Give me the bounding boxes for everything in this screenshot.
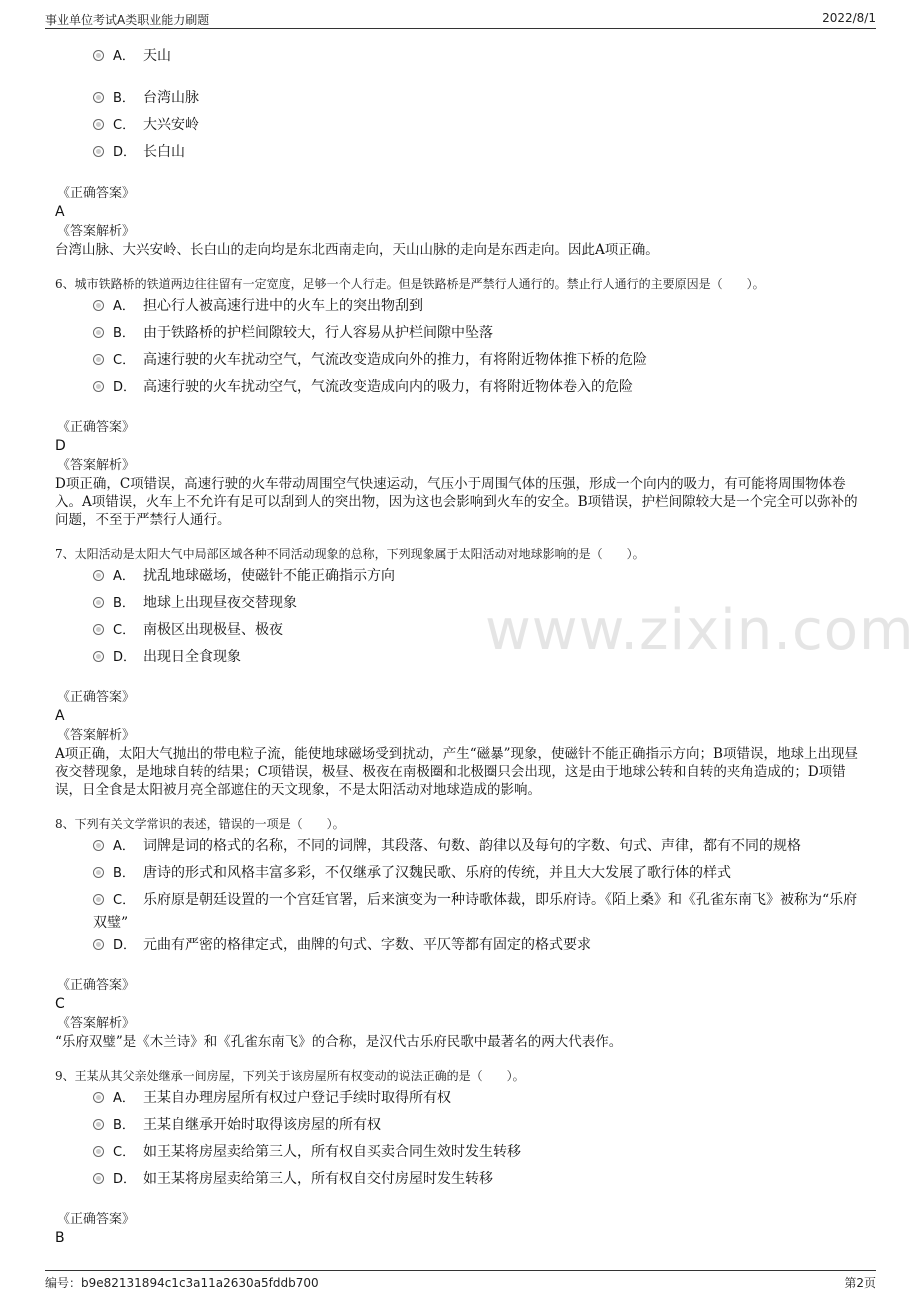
analysis-text: “乐府双璧”是《木兰诗》和《孔雀东南飞》的合称，是汉代古乐府民歌中最著名的两大代表作。: [55, 1034, 623, 1050]
q6-option-c[interactable]: C． 高速行驶的火车扰动空气，气流改变造成向外的推力，有将附近物体推下桥的危险: [93, 349, 863, 372]
radio-icon[interactable]: [93, 1173, 104, 1184]
q7-option-b[interactable]: B． 地球上出现昼夜交替现象: [93, 592, 863, 615]
radio-icon[interactable]: [93, 894, 104, 905]
q8-option-c[interactable]: C． 乐府原是朝廷设置的一个宫廷官署，后来演变为一种诗歌体裁，即乐府诗。《陌上桑》和《孔雀东南飞》被称为“乐府双璧”: [93, 892, 858, 931]
answer-value: B: [55, 1230, 65, 1246]
radio-icon[interactable]: [93, 597, 104, 608]
radio-icon[interactable]: [93, 354, 104, 365]
radio-icon[interactable]: [93, 1119, 104, 1130]
q5-option-c[interactable]: C． 大兴安岭: [93, 114, 863, 137]
radio-icon[interactable]: [93, 651, 104, 662]
q6-option-d[interactable]: D． 高速行驶的火车扰动空气，气流改变造成向内的吸力，有将附近物体卷入的危险: [93, 376, 863, 399]
page-header: [45, 10, 876, 29]
document-id: 编号：b9e82131894c1c3a11a2630a5fddb700: [45, 1276, 319, 1290]
q9-option-c[interactable]: C． 如王某将房屋卖给第三人，所有权自买卖合同生效时发生转移: [93, 1141, 863, 1164]
radio-icon[interactable]: [93, 92, 104, 103]
header-title: 事业单位考试A类职业能力刷题: [45, 13, 210, 27]
radio-icon[interactable]: [93, 146, 104, 157]
header-date: 2022/8/1: [822, 11, 876, 25]
q8-option-b[interactable]: B． 唐诗的形式和风格丰富多彩，不仅继承了汉魏民歌、乐府的传统，并且大大发展了歌行体的样式: [93, 862, 863, 885]
radio-icon[interactable]: [93, 867, 104, 878]
radio-icon[interactable]: [93, 1146, 104, 1157]
page-number: 第2页: [844, 1276, 876, 1290]
q9-option-a[interactable]: A． 王某自办理房屋所有权过户登记手续时取得所有权: [93, 1087, 863, 1110]
answer-label: 《正确答案》: [57, 1212, 136, 1227]
analysis-label: 《答案解析》: [57, 224, 136, 239]
q6-option-b[interactable]: B． 由于铁路桥的护栏间隙较大，行人容易从护栏间隙中坠落: [93, 322, 863, 345]
radio-icon[interactable]: [93, 570, 104, 581]
question-8: 8、下列有关文学常识的表述，错误的一项是（ ）。: [55, 817, 345, 831]
answer-label: 《正确答案》: [57, 420, 136, 435]
answer-label: 《正确答案》: [57, 690, 136, 705]
answer-value: C: [55, 996, 65, 1012]
radio-icon[interactable]: [93, 939, 104, 950]
radio-icon[interactable]: [93, 840, 104, 851]
answer-label: 《正确答案》: [57, 186, 136, 201]
radio-icon[interactable]: [93, 119, 104, 130]
q5-option-d[interactable]: D． 长白山: [93, 141, 863, 164]
answer-value: A: [55, 708, 65, 724]
q6-option-a[interactable]: A． 担心行人被高速行进中的火车上的突出物刮到: [93, 295, 863, 318]
radio-icon[interactable]: [93, 50, 104, 61]
q8-option-a[interactable]: A． 词牌是词的格式的名称，不同的词牌，其段落、句数、韵律以及每句的字数、句式、声律，都有不同的规格: [93, 835, 863, 858]
q7-option-c[interactable]: C． 南极区出现极昼、极夜: [93, 619, 863, 642]
radio-icon[interactable]: [93, 1092, 104, 1103]
q7-option-d[interactable]: D． 出现日全食现象: [93, 646, 863, 669]
question-7: 7、太阳活动是太阳大气中局部区域各种不同活动现象的总称，下列现象属于太阳活动对地球影响的是（ ）。: [55, 547, 645, 561]
question-6: 6、城市铁路桥的铁道两边往往留有一定宽度，足够一个人行走。但是铁路桥是严禁行人通行的。禁止行人通行的主要原因是（ ）。: [55, 277, 765, 291]
radio-icon[interactable]: [93, 381, 104, 392]
radio-icon[interactable]: [93, 300, 104, 311]
q5-option-b[interactable]: B． 台湾山脉: [93, 87, 863, 110]
radio-icon[interactable]: [93, 327, 104, 338]
radio-icon[interactable]: [93, 624, 104, 635]
watermark: www.zixin.com: [485, 598, 915, 663]
answer-value: D: [55, 438, 66, 454]
question-9: 9、王某从其父亲处继承一间房屋，下列关于该房屋所有权变动的说法正确的是（ ）。: [55, 1069, 525, 1083]
answer-value: A: [55, 204, 65, 220]
analysis-label: 《答案解析》: [57, 728, 136, 743]
analysis-text: D项正确，C项错误，高速行驶的火车带动周围空气快速运动，气压小于周围气体的压强，形成一个向内的吸力，有可能将周围物体卷入。A项错误，火车上不允许有足可以刮到人的突出物，因为这也会影响到火车的安全。B项错误，护栏间隙较大是一个完全可以弥补的问题，不至于严禁行人通行。: [55, 476, 858, 528]
analysis-text: A项正确，太阳大气抛出的带电粒子流，能使地球磁场受到扰动，产生“磁暴”现象，使磁针不能正确指示方向；B项错误，地球上出现昼夜交替现象，是地球自转的结果；C项错误，极昼、极夜在南极圈和北极圈只会出现，这是由于地球公转和自转的夹角造成的；D项错误，日全食是太阳被月亮全部遮住的天文现象，不是太阳活动对地球造成的影响。: [55, 746, 858, 798]
analysis-text: 台湾山脉、大兴安岭、长白山的走向均是东北西南走向，天山山脉的走向是东西走向。因此A项正确。: [55, 242, 659, 258]
q9-option-b[interactable]: B． 王某自继承开始时取得该房屋的所有权: [93, 1114, 863, 1137]
q5-option-a[interactable]: A． 天山: [93, 45, 863, 68]
q7-option-a[interactable]: A． 扰乱地球磁场，使磁针不能正确指示方向: [93, 565, 863, 588]
page-footer: [45, 1270, 876, 1295]
q8-option-d[interactable]: D． 元曲有严密的格律定式，曲牌的句式、字数、平仄等都有固定的格式要求: [93, 934, 863, 957]
q9-option-d[interactable]: D． 如王某将房屋卖给第三人，所有权自交付房屋时发生转移: [93, 1168, 863, 1191]
analysis-label: 《答案解析》: [57, 1016, 136, 1031]
answer-label: 《正确答案》: [57, 978, 136, 993]
analysis-label: 《答案解析》: [57, 458, 136, 473]
